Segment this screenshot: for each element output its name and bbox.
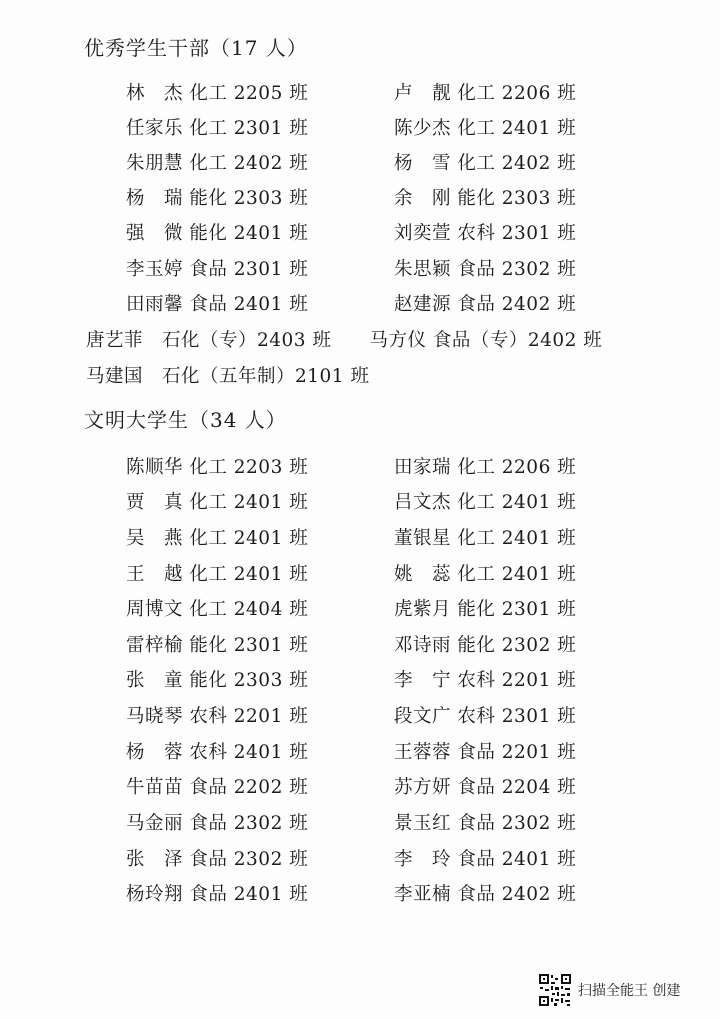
list-item-wide: 唐艺菲 石化（专）2403 班 马方仪 食品（专）2402 班 <box>86 330 603 351</box>
list-item: 苏方妍 食品 2204 班 <box>394 777 577 798</box>
list-item: 杨 蓉 农科 2401 班 <box>126 742 309 763</box>
watermark-text: 扫描全能王 创建 <box>578 983 681 999</box>
list-item: 杨 瑞 能化 2303 班 <box>126 188 309 209</box>
list-item: 田雨馨 食品 2401 班 <box>126 294 309 315</box>
list-item: 吕文杰 化工 2401 班 <box>394 492 577 513</box>
list-item: 景玉红 食品 2302 班 <box>394 813 577 834</box>
list-item: 李玉婷 食品 2301 班 <box>126 259 309 280</box>
list-item: 姚 蕊 化工 2401 班 <box>394 564 577 585</box>
list-item: 赵建源 食品 2402 班 <box>394 294 577 315</box>
list-item: 朱朋慧 化工 2402 班 <box>126 153 309 174</box>
list-item: 卢 靓 化工 2206 班 <box>394 83 577 104</box>
list-item: 王 越 化工 2401 班 <box>126 564 309 585</box>
list-item: 陈顺华 化工 2203 班 <box>126 457 309 478</box>
list-item: 马金丽 食品 2302 班 <box>126 813 309 834</box>
list-item: 刘奕萱 农科 2301 班 <box>394 223 577 244</box>
list-item: 董银星 化工 2401 班 <box>394 528 577 549</box>
list-item: 雷梓榆 能化 2301 班 <box>126 635 309 656</box>
section-heading-outstanding-cadres: 优秀学生干部（17 人） <box>84 36 308 60</box>
list-item: 李 宁 农科 2201 班 <box>394 670 577 691</box>
list-item: 陈少杰 化工 2401 班 <box>394 118 577 139</box>
list-item: 李亚楠 食品 2402 班 <box>394 884 577 905</box>
scanner-watermark <box>538 972 708 1008</box>
list-item: 马晓琴 农科 2201 班 <box>126 706 309 727</box>
list-item: 张 泽 食品 2302 班 <box>126 849 309 870</box>
list-item: 王蓉蓉 食品 2201 班 <box>394 742 577 763</box>
qr-code-icon <box>538 973 572 1007</box>
list-item: 张 童 能化 2303 班 <box>126 670 309 691</box>
list-item: 段文广 农科 2301 班 <box>394 706 577 727</box>
section-heading-civilized-students: 文明大学生（34 人） <box>84 408 287 432</box>
list-item: 虎紫月 能化 2301 班 <box>394 599 577 620</box>
list-item: 周博文 化工 2404 班 <box>126 599 309 620</box>
list-item: 杨 雪 化工 2402 班 <box>394 153 577 174</box>
list-item: 邓诗雨 能化 2302 班 <box>394 635 577 656</box>
list-item: 田家瑞 化工 2206 班 <box>394 457 577 478</box>
list-item: 吴 燕 化工 2401 班 <box>126 528 309 549</box>
list-item: 余 刚 能化 2303 班 <box>394 188 577 209</box>
list-item: 李 玲 食品 2401 班 <box>394 849 577 870</box>
list-item: 强 微 能化 2401 班 <box>126 223 309 244</box>
list-item: 林 杰 化工 2205 班 <box>126 83 309 104</box>
list-item: 朱思颖 食品 2302 班 <box>394 259 577 280</box>
list-item: 杨玲翔 食品 2401 班 <box>126 884 309 905</box>
list-item: 牛苗苗 食品 2202 班 <box>126 777 309 798</box>
list-item: 贾 真 化工 2401 班 <box>126 492 309 513</box>
list-item: 任家乐 化工 2301 班 <box>126 118 309 139</box>
list-item-wide: 马建国 石化（五年制）2101 班 <box>86 366 370 387</box>
